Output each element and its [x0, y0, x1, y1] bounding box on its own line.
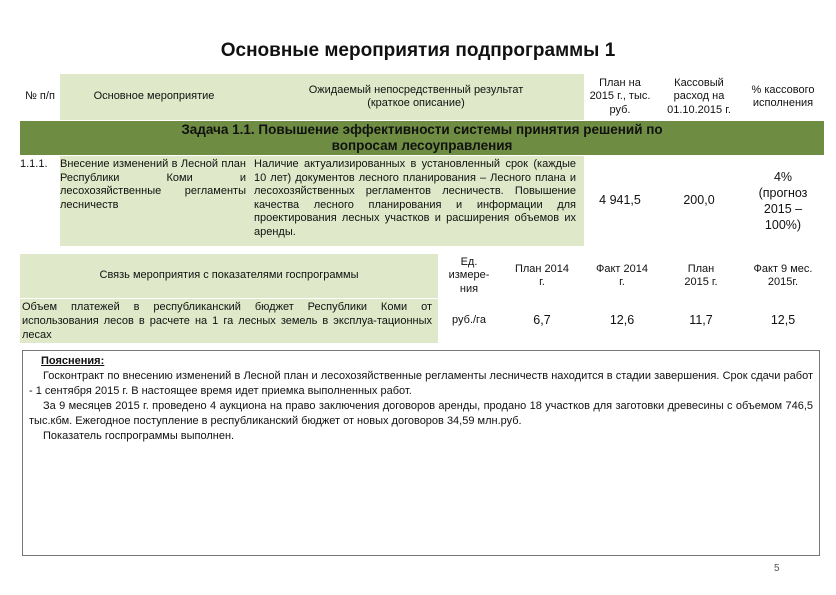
row-measure: Внесение изменений в Лесной план Республики Коми и лесохозяйственные регламенты лесничеств: [60, 156, 248, 246]
ind-header-plan2015: План 2015 г.: [684, 262, 718, 288]
header-num: № п/п: [25, 90, 55, 103]
ind-header-fact2014: Факт 2014 г.: [596, 262, 648, 288]
header-plan: План на 2015 г., тыс. руб.: [589, 76, 651, 116]
header-cash: Кассовый расход на 01.10.2015 г.: [667, 76, 731, 116]
row-percent: 4% (прогноз 2015 – 100%): [758, 170, 808, 232]
notes-box: [22, 350, 820, 556]
row-result: Наличие актуализированных в установленный срок (каждые 10 лет) документов лесного планирования – Лесного плана и лесохозяйственных регламентов лесничеств. Повышение качества лесного планирования и информации для проектирования лесных участков и расширения объемов их аренды.: [248, 156, 584, 246]
row-plan: 4 941,5: [599, 193, 641, 208]
ind-row-fact2015: 12,5: [770, 313, 796, 328]
ind-header-unit: Ед. измере-ния: [448, 255, 490, 295]
notes-paragraph-2: За 9 месяцев 2015 г. проведено 4 аукциона на право заключения договоров аренды, продано 18 участков для заготовки древесины с объемом 746,5 тыс.кбм. Ежегодное поступление в республиканский бюджет от новых договоров 34,59 млн.руб.: [29, 400, 813, 427]
notes-paragraph-3: Показатель госпрограммы выполнен.: [43, 430, 235, 442]
row-cash: 200,0: [683, 193, 715, 208]
ind-header-plan2014: План 2014 г.: [514, 262, 570, 288]
header-percent: % кассового исполнения: [751, 83, 815, 109]
ind-header-link: Связь мероприятия с показателями госпрограммы: [20, 254, 438, 298]
row-num: 1.1.1.: [20, 158, 48, 170]
notes-heading: Пояснения:: [41, 355, 105, 367]
ind-header-fact2015: Факт 9 мес. 2015г.: [753, 262, 813, 288]
task-row: Задача 1.1. Повышение эффективности системы принятия решений по вопросам лесоуправления: [20, 121, 824, 155]
ind-row-unit: руб./га: [452, 314, 486, 327]
page-title: Основные мероприятия подпрограммы 1: [220, 40, 616, 61]
ind-row-plan2015: 11,7: [689, 313, 713, 328]
ind-row-name: Объем платежей в республиканский бюджет Республики Коми от использования лесов в расчете на 1 га лесных земель в эксплуа-тационных лесах: [20, 299, 438, 343]
header-result: Ожидаемый непосредственный результат (краткое описание): [248, 74, 584, 120]
notes-paragraph-1: Госконтракт по внесению изменений в Лесной план и лесохозяйственные регламенты лесничеств находится в стадии завершения. Срок сдачи работ - 1 сентября 2015 г. В настоящее время идет приемка выполненных работ.: [29, 370, 813, 397]
page-number: 5: [774, 563, 780, 574]
ind-row-fact2014: 12,6: [609, 313, 635, 328]
header-measure: Основное мероприятие: [60, 74, 248, 120]
ind-row-plan2014: 6,7: [533, 313, 551, 328]
